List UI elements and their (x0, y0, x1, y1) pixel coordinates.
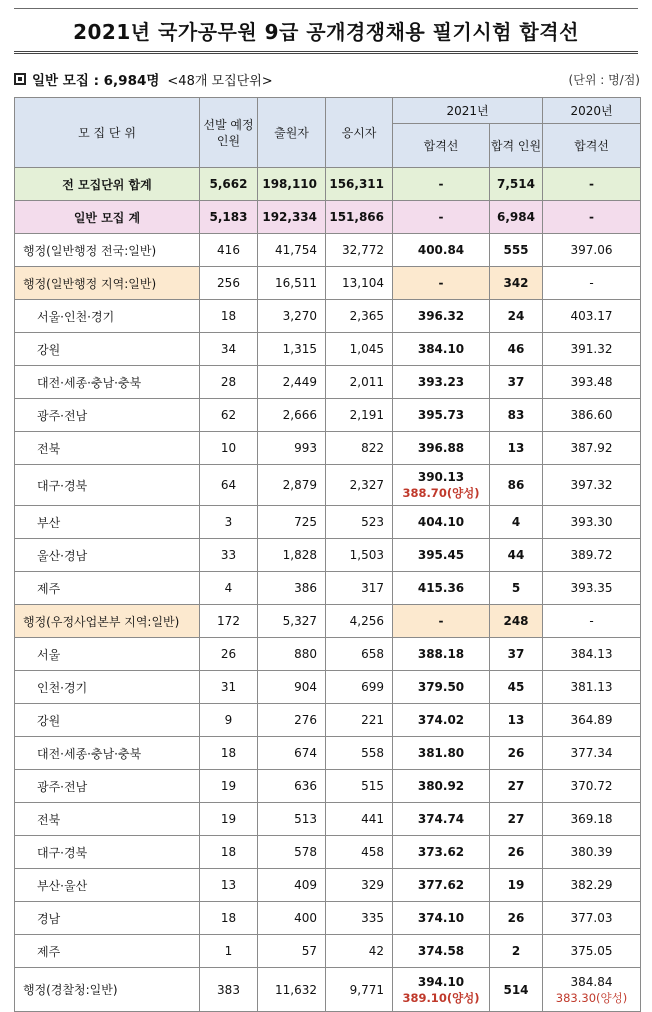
cutoff-2021-value: 395.45 (417, 548, 465, 562)
cutoff-2020-cell (543, 333, 641, 366)
cutoff-2021-cell (393, 836, 490, 869)
cutoff-2020-cell (543, 572, 641, 605)
cutoff-2021-cell (393, 432, 490, 465)
passers-2021-cell: 37 (490, 366, 543, 399)
cutoff-2020-cell (543, 638, 641, 671)
planned-cell: 19 (200, 770, 258, 803)
cutoff-2020-cell (543, 902, 641, 935)
cutoff-2021-value: - (438, 614, 444, 628)
planned-cell: 26 (200, 638, 258, 671)
applicants-cell: 2,879 (258, 465, 326, 506)
cutoff-2021-value: 396.88 (417, 441, 465, 455)
cutoff-2021-value: 373.62 (417, 845, 465, 859)
unit-name-cell: 제주 (15, 935, 200, 968)
cutoff-2021-value: 415.36 (417, 581, 465, 595)
cutoff-2020-value: 382.29 (570, 878, 613, 892)
planned-cell: 1 (200, 935, 258, 968)
planned-cell: 31 (200, 671, 258, 704)
planned-cell: 33 (200, 539, 258, 572)
applicants-cell: 400 (258, 902, 326, 935)
cutoff-2021-cell (393, 704, 490, 737)
applicants-cell: 578 (258, 836, 326, 869)
table-row (15, 671, 641, 704)
page-title: 2021년 국가공무원 9급 공개경쟁채용 필기시험 합격선 (73, 19, 579, 44)
examinees-cell: 156,311 (326, 168, 393, 201)
cutoff-2020-cell (543, 300, 641, 333)
examinees-cell: 458 (326, 836, 393, 869)
cutoff-2020-value: 389.72 (570, 548, 613, 562)
table-row (15, 465, 641, 506)
cutoff-2020-value: 393.48 (570, 375, 613, 389)
planned-cell: 19 (200, 803, 258, 836)
cutoff-2021-cell (393, 201, 490, 234)
examinees-cell: 523 (326, 506, 393, 539)
table-row (15, 935, 641, 968)
examinees-cell: 441 (326, 803, 393, 836)
unit-name-cell: 전북 (15, 432, 200, 465)
examinees-cell: 13,104 (326, 267, 393, 300)
examinees-cell: 2,011 (326, 366, 393, 399)
planned-cell: 28 (200, 366, 258, 399)
cutoff-2020-cell (543, 506, 641, 539)
recruit-total-label: 일반 모집 : 6,984명 (32, 73, 160, 89)
examinees-cell: 515 (326, 770, 393, 803)
applicants-cell: 198,110 (258, 168, 326, 201)
cutoff-2020-value: - (589, 614, 594, 628)
cutoff-2021-cell (393, 366, 490, 399)
passers-2021-cell: 555 (490, 234, 543, 267)
applicants-cell: 674 (258, 737, 326, 770)
planned-cell: 5,662 (200, 168, 258, 201)
header-applicants: 출원자 (258, 98, 326, 168)
examinees-cell: 335 (326, 902, 393, 935)
applicants-cell: 386 (258, 572, 326, 605)
cutoff-2021-cell (393, 333, 490, 366)
header-unit: 모 집 단 위 (15, 98, 200, 168)
cutoff-2021-value: 395.73 (417, 408, 465, 422)
examinees-cell: 1,503 (326, 539, 393, 572)
applicants-cell: 636 (258, 770, 326, 803)
header-examinees: 응시자 (326, 98, 393, 168)
cutoff-2021-cell (393, 605, 490, 638)
cutoff-2020-value: 369.18 (570, 812, 613, 826)
table-row (15, 366, 641, 399)
cutoff-2020-cell (543, 803, 641, 836)
planned-cell: 62 (200, 399, 258, 432)
passers-2021-cell: 83 (490, 399, 543, 432)
cutoff-2020-value: 403.17 (570, 309, 613, 323)
cutoff-2020-value: 397.32 (570, 478, 613, 492)
cutoff-2020-cell (543, 671, 641, 704)
cutoff-2020-cell (543, 869, 641, 902)
cutoff-2021-value: 388.18 (417, 647, 465, 661)
passers-2021-cell: 44 (490, 539, 543, 572)
cutoff-2021-cell (393, 638, 490, 671)
passers-2021-cell: 13 (490, 704, 543, 737)
cutoff-2021-value: - (438, 210, 444, 224)
cutoff-2021-value: 381.80 (417, 746, 465, 760)
cutoff-2020-value: 393.30 (570, 515, 613, 529)
cutoff-2021-cell (393, 671, 490, 704)
title-box (14, 8, 638, 54)
unit-name-cell: 대전·세종·충남·충북 (15, 737, 200, 770)
cutoff-2020-value: 386.60 (570, 408, 613, 422)
applicants-cell: 880 (258, 638, 326, 671)
unit-name-cell: 대구·경북 (15, 465, 200, 506)
cutoff-2021-cell (393, 935, 490, 968)
passers-2021-cell: 514 (490, 968, 543, 1012)
cutoff-2020-value: 384.84 (570, 974, 613, 989)
planned-cell: 18 (200, 737, 258, 770)
cutoff-2021-cell (393, 737, 490, 770)
cutoff-2021-cell (393, 267, 490, 300)
unit-name-cell: 행정(우정사업본부 지역:일반) (15, 605, 200, 638)
table-row (15, 803, 641, 836)
table-row (15, 432, 641, 465)
cutoff-2020-value: 393.35 (570, 581, 613, 595)
cutoff-2021-cell (393, 168, 490, 201)
planned-cell: 18 (200, 300, 258, 333)
cutoff-2020-cell (543, 770, 641, 803)
cutoff-2020-cell (543, 605, 641, 638)
cutoff-2020-value: 384.13 (570, 647, 613, 661)
planned-cell: 383 (200, 968, 258, 1012)
cutoff-2020-value: - (589, 210, 594, 224)
applicants-cell: 1,828 (258, 539, 326, 572)
applicants-cell: 904 (258, 671, 326, 704)
planned-cell: 18 (200, 836, 258, 869)
cutoff-2020-value: - (589, 276, 594, 290)
passers-2021-cell: 26 (490, 902, 543, 935)
header-year-2021: 2021년 (393, 98, 543, 124)
cutoff-2021-cell (393, 869, 490, 902)
applicants-cell: 993 (258, 432, 326, 465)
header-planned: 선발 예정 인원 (200, 98, 258, 168)
cutoff-2021-value: - (438, 177, 444, 191)
cutoff-2021-value: 393.23 (417, 375, 465, 389)
header-year-2020: 2020년 (543, 98, 641, 124)
examinees-cell: 2,327 (326, 465, 393, 506)
passers-2021-cell: 7,514 (490, 168, 543, 201)
unit-name-cell: 서울 (15, 638, 200, 671)
cutoff-2020-cell (543, 737, 641, 770)
cutoff-2021-extra-value: 389.10(양성) (402, 990, 480, 1005)
cutoff-2021-cell (393, 506, 490, 539)
cutoff-2020-value: 397.06 (570, 243, 613, 257)
cutoff-2021-extra-value: 388.70(양성) (402, 486, 480, 500)
cutoff-2021-value: 396.32 (417, 309, 465, 323)
passers-2021-cell: 5 (490, 572, 543, 605)
passers-2021-cell: 26 (490, 836, 543, 869)
passers-2021-cell: 342 (490, 267, 543, 300)
table-row (15, 168, 641, 201)
cutoff-2020-cell (543, 935, 641, 968)
unit-name-cell: 광주·전남 (15, 399, 200, 432)
unit-name-cell: 제주 (15, 572, 200, 605)
passers-2021-cell: 86 (490, 465, 543, 506)
unit-name-cell: 행정(일반행정 전국:일반) (15, 234, 200, 267)
cutoff-2021-value: 390.13 (417, 470, 465, 484)
cutoff-2021-value: 374.58 (417, 944, 465, 958)
cutoff-2020-value: 381.13 (570, 680, 613, 694)
passers-2021-cell: 4 (490, 506, 543, 539)
cutoff-2020-cell (543, 465, 641, 506)
table-row (15, 704, 641, 737)
planned-cell: 18 (200, 902, 258, 935)
table-row (15, 770, 641, 803)
passers-2021-cell: 248 (490, 605, 543, 638)
cutoff-2021-value: 374.02 (417, 713, 465, 727)
table-row (15, 506, 641, 539)
examinees-cell: 558 (326, 737, 393, 770)
examinees-cell: 42 (326, 935, 393, 968)
cutoff-2021-cell (393, 770, 490, 803)
examinees-cell: 2,191 (326, 399, 393, 432)
applicants-cell: 513 (258, 803, 326, 836)
cutoff-2021-value: 384.10 (417, 342, 465, 356)
unit-name-cell: 전 모집단위 합계 (15, 168, 200, 201)
cutoff-2020-cell (543, 968, 641, 1012)
unit-name-cell: 강원 (15, 333, 200, 366)
planned-cell: 9 (200, 704, 258, 737)
applicants-cell: 725 (258, 506, 326, 539)
cutoff-2020-cell (543, 539, 641, 572)
passers-2021-cell: 13 (490, 432, 543, 465)
cutoff-2020-cell (543, 234, 641, 267)
table-row (15, 638, 641, 671)
cutoff-2020-value: 377.03 (570, 911, 613, 925)
cutoff-2021-cell (393, 300, 490, 333)
header-cutoff-2021: 합격선 (393, 124, 490, 168)
examinees-cell: 699 (326, 671, 393, 704)
unit-name-cell: 울산·경남 (15, 539, 200, 572)
passers-2021-cell: 2 (490, 935, 543, 968)
table-row (15, 267, 641, 300)
passers-2021-cell: 19 (490, 869, 543, 902)
passers-2021-cell: 27 (490, 770, 543, 803)
table-row (15, 605, 641, 638)
examinees-cell: 2,365 (326, 300, 393, 333)
cutoff-2020-cell (543, 399, 641, 432)
table-row (15, 737, 641, 770)
cutoff-2021-value: 374.74 (417, 812, 465, 826)
cutoff-2021-value: 379.50 (417, 680, 465, 694)
unit-name-cell: 강원 (15, 704, 200, 737)
table-row (15, 399, 641, 432)
cutoff-2021-value: 374.10 (417, 911, 465, 925)
planned-cell: 34 (200, 333, 258, 366)
cutoff-2020-cell (543, 201, 641, 234)
passers-2021-cell: 24 (490, 300, 543, 333)
applicants-cell: 1,315 (258, 333, 326, 366)
examinees-cell: 658 (326, 638, 393, 671)
examinees-cell: 221 (326, 704, 393, 737)
cutoff-2021-cell (393, 234, 490, 267)
square-bullet-icon (14, 73, 26, 85)
passers-2021-cell: 27 (490, 803, 543, 836)
examinees-cell: 9,771 (326, 968, 393, 1012)
applicants-cell: 3,270 (258, 300, 326, 333)
passers-2021-cell: 46 (490, 333, 543, 366)
cutoff-2021-value: 394.10 (417, 974, 465, 989)
cutoff-2021-value: 377.62 (417, 878, 465, 892)
table-row (15, 869, 641, 902)
cutoff-2021-cell (393, 803, 490, 836)
applicants-cell: 2,666 (258, 399, 326, 432)
cutoff-2020-value: 375.05 (570, 944, 613, 958)
table-row (15, 902, 641, 935)
header-cutoff-2020: 합격선 (543, 124, 641, 168)
cutoff-2021-value: - (438, 276, 444, 290)
planned-cell: 256 (200, 267, 258, 300)
applicants-cell: 192,334 (258, 201, 326, 234)
cutoff-2021-cell (393, 399, 490, 432)
unit-name-cell: 부산 (15, 506, 200, 539)
cutoff-2020-value: 364.89 (570, 713, 613, 727)
unit-note: (단위 : 명/점) (568, 72, 640, 87)
applicants-cell: 276 (258, 704, 326, 737)
planned-cell: 10 (200, 432, 258, 465)
unit-name-cell: 전북 (15, 803, 200, 836)
cutoff-2020-value: 380.39 (570, 845, 613, 859)
table-row (15, 234, 641, 267)
recruit-units-note: <48개 모집단위> (167, 73, 273, 89)
cutoff-2020-cell (543, 366, 641, 399)
cutoff-2021-cell (393, 572, 490, 605)
examinees-cell: 151,866 (326, 201, 393, 234)
unit-name-cell: 부산·울산 (15, 869, 200, 902)
applicants-cell: 409 (258, 869, 326, 902)
cutoff-2020-cell (543, 432, 641, 465)
cutoff-2021-value: 380.92 (417, 779, 465, 793)
table-row (15, 300, 641, 333)
applicants-cell: 11,632 (258, 968, 326, 1012)
applicants-cell: 2,449 (258, 366, 326, 399)
cutoff-2020-value: 377.34 (570, 746, 613, 760)
cutoff-2020-cell (543, 836, 641, 869)
cutoff-2020-cell (543, 168, 641, 201)
planned-cell: 4 (200, 572, 258, 605)
cutoff-2020-cell (543, 704, 641, 737)
cutoff-2021-cell (393, 968, 490, 1012)
planned-cell: 13 (200, 869, 258, 902)
table-row (15, 201, 641, 234)
cutoff-2021-cell (393, 539, 490, 572)
planned-cell: 64 (200, 465, 258, 506)
unit-name-cell: 경남 (15, 902, 200, 935)
applicants-cell: 57 (258, 935, 326, 968)
cutoff-2020-extra-value: 383.30(양성) (555, 990, 628, 1005)
unit-name-cell: 서울·인천·경기 (15, 300, 200, 333)
cutoff-2020-value: - (589, 177, 594, 191)
applicants-cell: 16,511 (258, 267, 326, 300)
passers-2021-cell: 26 (490, 737, 543, 770)
table-row (15, 333, 641, 366)
examinees-cell: 32,772 (326, 234, 393, 267)
examinees-cell: 317 (326, 572, 393, 605)
subtitle-row (14, 68, 640, 90)
examinees-cell: 822 (326, 432, 393, 465)
unit-name-cell: 광주·전남 (15, 770, 200, 803)
cutoff-table (14, 97, 641, 1012)
cutoff-2021-cell (393, 465, 490, 506)
table-row (15, 539, 641, 572)
unit-name-cell: 인천·경기 (15, 671, 200, 704)
unit-name-cell: 일반 모집 계 (15, 201, 200, 234)
planned-cell: 172 (200, 605, 258, 638)
header-passers-2021: 합격 인원 (490, 124, 543, 168)
passers-2021-cell: 37 (490, 638, 543, 671)
examinees-cell: 329 (326, 869, 393, 902)
cutoff-2020-cell (543, 267, 641, 300)
cutoff-2021-cell (393, 902, 490, 935)
cutoff-2020-value: 370.72 (570, 779, 613, 793)
table-row (15, 968, 641, 1012)
unit-name-cell: 대전·세종·충남·충북 (15, 366, 200, 399)
cutoff-2021-value: 400.84 (417, 243, 465, 257)
planned-cell: 5,183 (200, 201, 258, 234)
planned-cell: 3 (200, 506, 258, 539)
applicants-cell: 5,327 (258, 605, 326, 638)
applicants-cell: 41,754 (258, 234, 326, 267)
passers-2021-cell: 6,984 (490, 201, 543, 234)
cutoff-2021-value: 404.10 (417, 515, 465, 529)
unit-name-cell: 행정(경찰청:일반) (15, 968, 200, 1012)
examinees-cell: 4,256 (326, 605, 393, 638)
unit-name-cell: 행정(일반행정 지역:일반) (15, 267, 200, 300)
cutoff-2020-value: 387.92 (570, 441, 613, 455)
unit-name-cell: 대구·경북 (15, 836, 200, 869)
passers-2021-cell: 45 (490, 671, 543, 704)
table-row (15, 572, 641, 605)
examinees-cell: 1,045 (326, 333, 393, 366)
table-row (15, 836, 641, 869)
cutoff-2020-value: 391.32 (570, 342, 613, 356)
planned-cell: 416 (200, 234, 258, 267)
